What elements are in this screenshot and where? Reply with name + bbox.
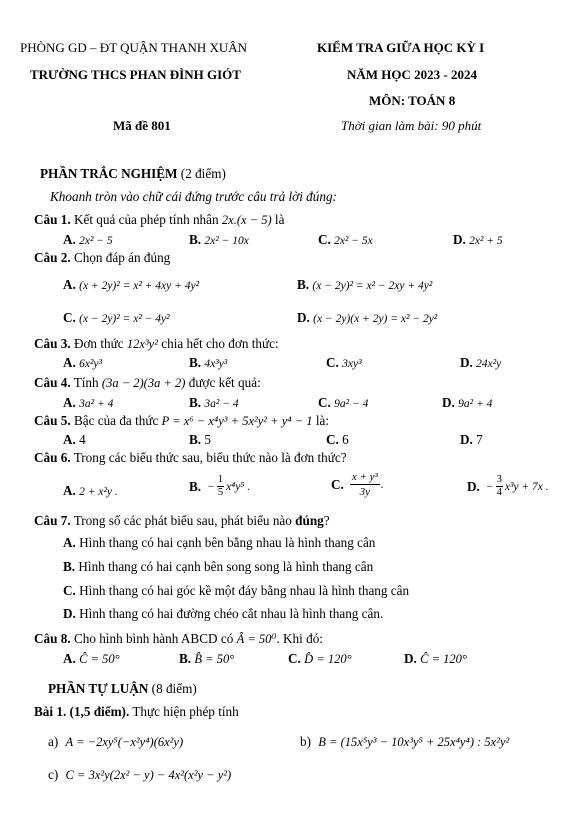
question-6 xyxy=(34,450,347,466)
q2-option-c[interactable]: C. (x − 2y)² = x² − 4y² xyxy=(63,310,170,325)
part2-points: (8 điểm) xyxy=(151,681,197,696)
q3-option-b[interactable]: B. 4x³y³ xyxy=(189,355,228,370)
question-3 xyxy=(34,336,279,352)
q7-emphasis: đúng xyxy=(295,513,324,528)
q6-option-d[interactable]: D. − $\frac{3}{4}$ x³y + 7x . xyxy=(467,474,549,498)
part1-title: PHẦN TRẮC NGHIỆM xyxy=(40,166,178,181)
part2-heading xyxy=(48,681,197,697)
q2-option-d[interactable]: D. (x − 2y)(x + 2y) = x² − 2y² xyxy=(297,310,438,325)
q2-option-a[interactable]: A. (x + 2y)² = x² + 4xy + 4y² xyxy=(63,277,200,292)
q1-expr: 2x.(x − 5) xyxy=(221,213,272,227)
school-year: NĂM HỌC 2023 - 2024 xyxy=(347,67,477,82)
bai1-points: (1,5 điểm). xyxy=(69,704,130,719)
q3-label: Câu 3. xyxy=(34,336,71,351)
q5-tail: là: xyxy=(315,413,330,428)
q6-option-a[interactable]: A. 2 + x²y . xyxy=(63,483,118,498)
q3-option-c[interactable]: C. 3xy³ xyxy=(326,355,362,370)
exam-title: KIỂM TRA GIỮA HỌC KỲ I xyxy=(317,40,485,55)
bai1-part-b: b) B = (15x⁵y³ − 10x³y⁵ + 25x⁴y⁴) : 5x²y² xyxy=(300,734,510,749)
q5-option-d[interactable]: D. 7 xyxy=(460,432,483,447)
q4-option-c[interactable]: C. 9a² − 4 xyxy=(318,395,369,410)
q7-tail: ? xyxy=(323,513,330,528)
exercise-1 xyxy=(34,704,239,720)
q4-label: Câu 4. xyxy=(34,375,71,390)
question-5 xyxy=(34,413,329,429)
part1-points: (2 điểm) xyxy=(180,166,226,181)
q5-option-a[interactable]: A. 4 xyxy=(63,432,86,447)
q4-option-d[interactable]: D. 9a² + 4 xyxy=(442,395,493,410)
q1-option-b[interactable]: B. 2x² − 10x xyxy=(189,232,249,247)
q6-text: Trong các biểu thức sau, biểu thức nào là đơn thức? xyxy=(73,450,347,465)
q4-tail: được kết quả: xyxy=(188,375,261,390)
exam-code: Mã đề 801 xyxy=(113,118,171,133)
q6-b-fraction: $\frac{1}{5}$ xyxy=(217,474,224,498)
part2-title: PHẦN TỰ LUẬN xyxy=(48,681,149,696)
q1-option-c[interactable]: C. 2x² − 5x xyxy=(318,232,373,247)
question-8 xyxy=(34,631,323,647)
q4-option-b[interactable]: B. 3a² − 4 xyxy=(189,395,239,410)
q8-text: Cho hình bình hành ABCD có xyxy=(73,631,234,646)
q1-tail: là xyxy=(274,212,285,227)
q7-label: Câu 7. xyxy=(34,513,71,528)
q4-text: Tính xyxy=(73,375,99,390)
q3-option-d[interactable]: D. 24x²y xyxy=(460,355,502,370)
q6-option-c[interactable]: C. x + y³ 3y . xyxy=(331,471,384,498)
q5-option-b[interactable]: B. 5 xyxy=(189,432,211,447)
q4-expr: (3a − 2)(3a + 2) xyxy=(101,376,186,390)
question-2 xyxy=(34,250,170,266)
q8-option-d[interactable]: D. Ĉ = 120° xyxy=(404,651,467,666)
bai1-text: Thực hiện phép tính xyxy=(132,704,239,719)
q6-d-fraction: $\frac{3}{4}$ xyxy=(496,474,502,498)
q7-option-d[interactable]: D. Hình thang có hai đường chéo cắt nhau là hình thang cân. xyxy=(63,606,384,621)
question-4 xyxy=(34,375,261,391)
q6-option-b[interactable]: B. − $\frac{1}{5}$ x⁴y⁵ . xyxy=(189,474,251,498)
q5-label: Câu 5. xyxy=(34,413,71,428)
department-name: PHÒNG GD – ĐT QUẬN THANH XUÂN xyxy=(20,40,248,55)
exam-time: Thời gian làm bài: 90 phút xyxy=(341,118,482,133)
bai1-part-c: c) C = 3x²y(2x² − y) − 4x²(x²y − y²) xyxy=(48,767,232,782)
q7-text: Trong số các phát biểu sau, phát biểu nào xyxy=(73,513,292,528)
bai1-label: Bài 1. xyxy=(34,704,67,719)
q5-text: Bậc của đa thức xyxy=(73,413,159,428)
q1-text: Kết quả của phép tính nhân xyxy=(73,212,219,227)
q8-tail: . Khi đó: xyxy=(276,631,323,646)
q5-expr: P = x⁶ − x⁴y³ + 5x²y² + y⁴ − 1 xyxy=(161,414,313,428)
school-name: TRƯỜNG THCS PHAN ĐÌNH GIÓT xyxy=(30,67,241,82)
q5-option-c[interactable]: C. 6 xyxy=(326,432,349,447)
q3-text: Đơn thức xyxy=(73,336,124,351)
q3-tail: chia hết cho đơn thức: xyxy=(161,336,279,351)
q8-option-c[interactable]: C. D̂ = 120° xyxy=(288,651,352,666)
bai1-part-a: a) A = −2xy⁵(−x²y⁴)(6x²y) xyxy=(48,734,184,749)
part1-heading xyxy=(40,166,226,182)
q2-text: Chọn đáp án đúng xyxy=(73,250,171,265)
q3-option-a[interactable]: A. 6x²y³ xyxy=(63,355,102,370)
q4-option-a[interactable]: A. 3a² + 4 xyxy=(63,395,114,410)
question-7 xyxy=(34,513,330,529)
q7-option-b[interactable]: B. Hình thang có hai cạnh bên song song là hình thang cân xyxy=(63,559,374,574)
q1-option-a[interactable]: A. 2x² − 5 xyxy=(63,232,113,247)
q6-label: Câu 6. xyxy=(34,450,71,465)
q7-option-c[interactable]: C. Hình thang có hai góc kề một đáy bằng nhau là hình thang cân xyxy=(63,583,410,598)
q8-expr: Â = 50⁰ xyxy=(236,632,277,646)
q8-label: Câu 8. xyxy=(34,631,71,646)
q8-option-a[interactable]: A. Ĉ = 50° xyxy=(63,651,120,666)
question-1 xyxy=(34,212,284,228)
q3-expr: 12x³y² xyxy=(126,337,158,351)
q1-option-d[interactable]: D. 2x² + 5 xyxy=(453,232,503,247)
q2-option-b[interactable]: B. (x − 2y)² = x² − 2xy + 4y² xyxy=(297,277,433,292)
q2-label: Câu 2. xyxy=(34,250,71,265)
q6-c-fraction: x + y³ 3y xyxy=(351,471,378,498)
part1-instruction: Khoanh tròn vào chữ cái đứng trước câu trả lời đúng: xyxy=(50,189,337,204)
subject: MÔN: TOÁN 8 xyxy=(369,93,456,108)
q8-option-b[interactable]: B. B̂ = 50° xyxy=(179,651,235,666)
q7-option-a[interactable]: A. Hình thang có hai cạnh bên bằng nhau là hình thang cân xyxy=(63,535,376,550)
q1-label: Câu 1. xyxy=(34,212,71,227)
